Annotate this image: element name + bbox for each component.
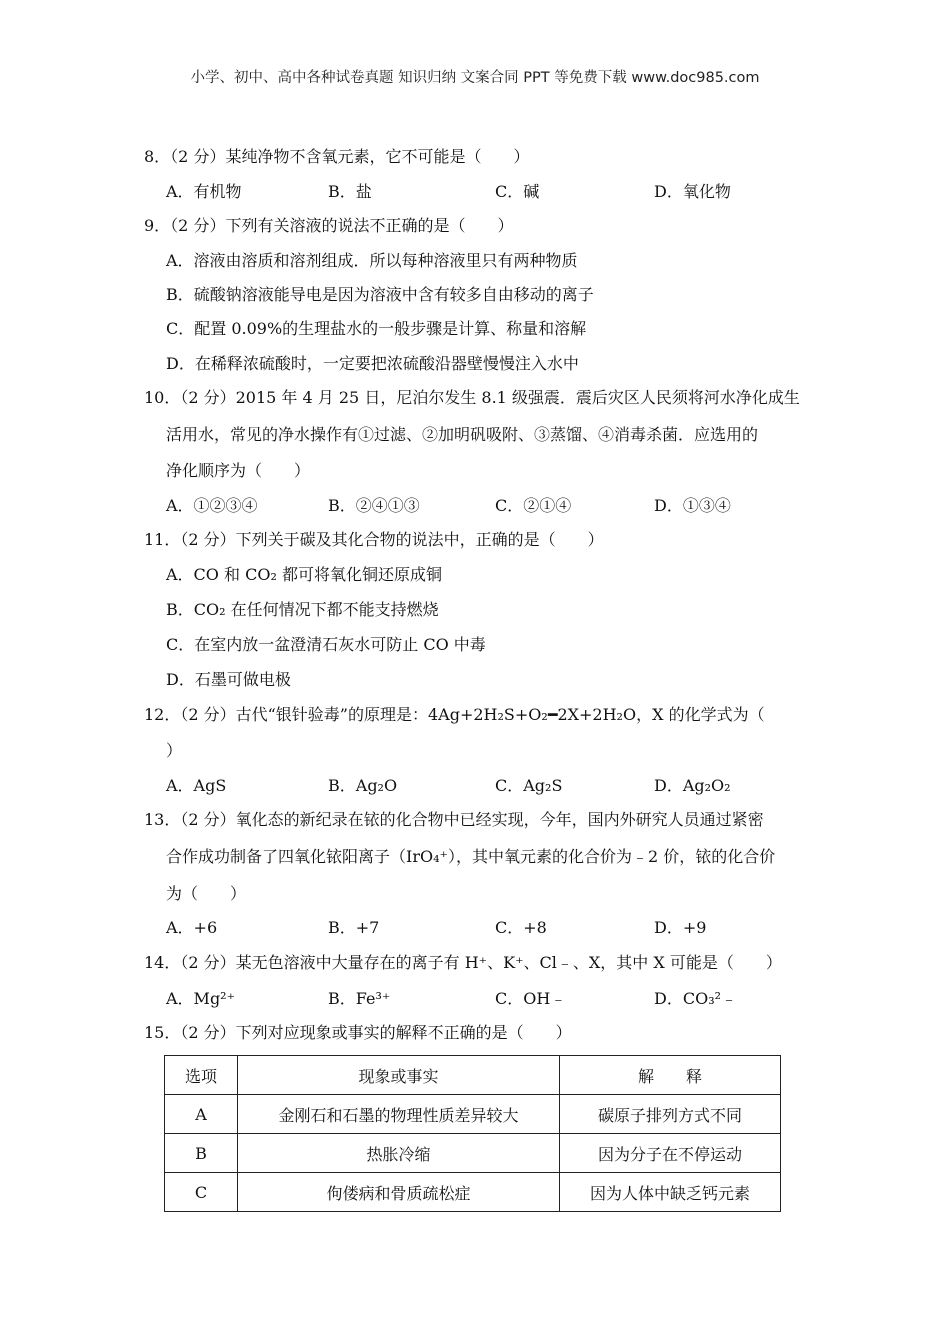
page-banner: 小学、初中、高中各种试卷真题 知识归纳 文案合同 PPT 等免费下载 www.doc985.com: [190, 70, 760, 86]
table-header-cell: 现象或事实: [238, 1056, 560, 1095]
question-12-options: [166, 776, 826, 796]
option-a: A．CO 和 CO₂ 都可将氧化铜还原成铜: [166, 565, 442, 584]
option-a: A．Mg²⁺: [166, 989, 236, 1008]
table-row: [165, 1095, 781, 1134]
table-cell: 热胀冷缩: [238, 1134, 560, 1173]
option-c: C．Ag₂S: [495, 776, 563, 795]
table-cell: C: [165, 1173, 238, 1212]
table-cell: B: [165, 1134, 238, 1173]
question-12-line2: ）: [166, 741, 183, 760]
question-14-options: [166, 989, 826, 1009]
option-d: D．+9: [654, 918, 707, 937]
option-b: B．盐: [328, 182, 372, 201]
question-14: 14．（2 分）某无色溶液中大量存在的离子有 H⁺、K⁺、Cl﹣、X，其中 X 可能是（ ）: [144, 953, 782, 972]
option-d: D．在稀释浓硫酸时，一定要把浓硫酸沿器壁慢慢注入水中: [166, 354, 579, 373]
option-b: B．+7: [328, 918, 380, 937]
question-12: 12．（2 分）古代“银针验毒”的原理是：4Ag+2H₂S+O₂━2X+2H₂O，X 的化学式为（: [144, 705, 765, 724]
question-13-line2: 合作成功制备了四氧化铱阳离子（IrO₄⁺），其中氧元素的化合价为﹣2 价，铱的化合价: [166, 847, 776, 866]
option-d: D．①③④: [654, 496, 731, 515]
option-a: A．溶液由溶质和溶剂组成．所以每种溶液里只有两种物质: [166, 251, 578, 270]
question-10: 10．（2 分）2015 年 4 月 25 日，尼泊尔发生 8.1 级强震．震后灾区人民须将河水净化成生: [144, 388, 800, 407]
table-cell: 碳原子排列方式不同: [560, 1095, 781, 1134]
question-10-options: [166, 496, 826, 516]
question-8: 8．（2 分）某纯净物不含氧元素，它不可能是（ ）: [144, 147, 530, 166]
option-c: C．配置 0.09%的生理盐水的一般步骤是计算、称量和溶解: [166, 319, 587, 338]
question-10-line2: 活用水，常见的净水操作有①过滤、②加明矾吸附、③蒸馏、④消毒杀菌．应选用的: [166, 425, 759, 444]
option-c: C．②①④: [495, 496, 572, 515]
question-15: 15．（2 分）下列对应现象或事实的解释不正确的是（ ）: [144, 1023, 572, 1042]
option-a: A．+6: [166, 918, 218, 937]
option-c: C．碱: [495, 182, 540, 201]
option-a: A．AgS: [166, 776, 227, 795]
question-8-options: [166, 182, 826, 202]
table-cell: 佝偻病和骨质疏松症: [238, 1173, 560, 1212]
question-13-line3: 为（ ）: [166, 884, 247, 903]
option-d: D．氧化物: [654, 182, 731, 201]
option-c: C．+8: [495, 918, 547, 937]
table-header-row: [165, 1056, 781, 1095]
option-b: B．CO₂ 在任何情况下都不能支持燃烧: [166, 600, 439, 619]
option-b: B．硫酸钠溶液能导电是因为溶液中含有较多自由移动的离子: [166, 285, 594, 304]
question-13-options: [166, 918, 826, 938]
table-cell: 因为分子在不停运动: [560, 1134, 781, 1173]
table-cell: 金刚石和石墨的物理性质差异较大: [238, 1095, 560, 1134]
option-a: A．①②③④: [166, 496, 258, 515]
table-header-cell: 解 释: [560, 1056, 781, 1095]
option-d: D．CO₃²﹣: [654, 989, 738, 1008]
option-a: A．有机物: [166, 182, 242, 201]
question-10-line3: 净化顺序为（ ）: [166, 461, 311, 480]
option-d: D．石墨可做电极: [166, 670, 291, 689]
table-row: [165, 1134, 781, 1173]
explanation-table: [164, 1055, 781, 1212]
table-cell: A: [165, 1095, 238, 1134]
option-b: B．Fe³⁺: [328, 989, 391, 1008]
table-header-cell: 选项: [165, 1056, 238, 1095]
option-b: B．Ag₂O: [328, 776, 398, 795]
question-9: 9．（2 分）下列有关溶液的说法不正确的是（ ）: [144, 216, 514, 235]
question-13: 13．（2 分）氧化态的新纪录在铱的化合物中已经实现，今年，国内外研究人员通过紧密: [144, 810, 764, 829]
option-c: C．在室内放一盆澄清石灰水可防止 CO 中毒: [166, 635, 486, 654]
option-b: B．②④①③: [328, 496, 420, 515]
question-11: 11．（2 分）下列关于碳及其化合物的说法中，正确的是（ ）: [144, 530, 604, 549]
table-row: [165, 1173, 781, 1212]
option-c: C．OH﹣: [495, 989, 567, 1008]
option-d: D．Ag₂O₂: [654, 776, 731, 795]
table-cell: 因为人体中缺乏钙元素: [560, 1173, 781, 1212]
